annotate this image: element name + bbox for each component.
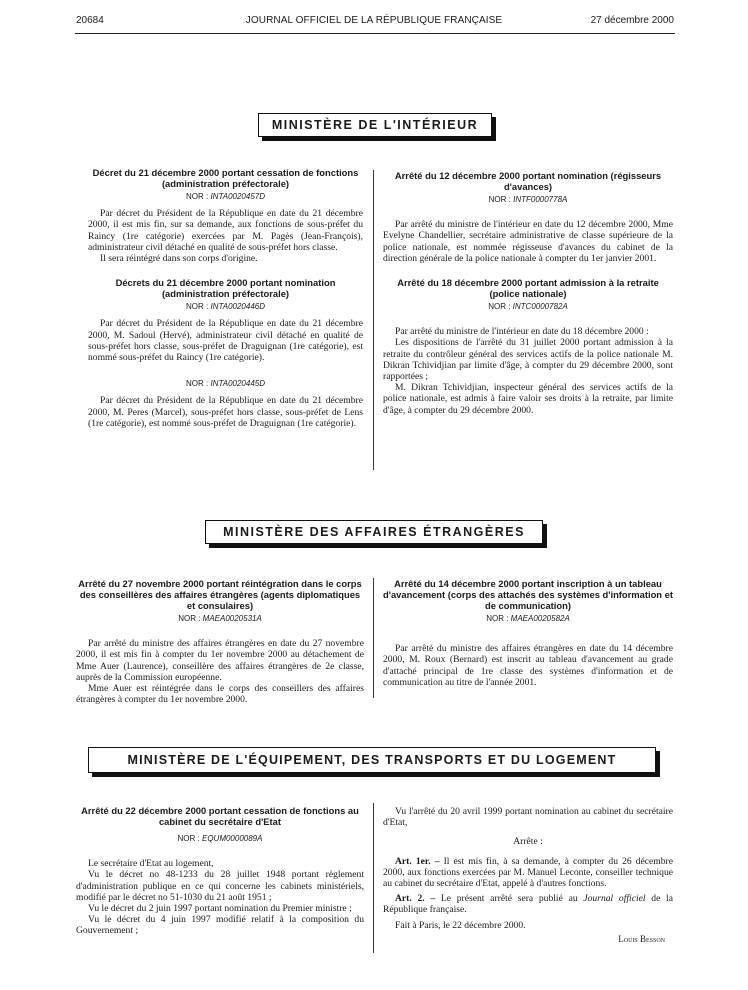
article-title: Arrêté du 22 décembre 2000 portant cessation de fonctions au cabinet du secrétaire d'Etat [81, 805, 359, 827]
nor-reference: NOR : INTF0000778A [488, 195, 568, 204]
nor-reference: NOR : INTC0000782A [488, 302, 568, 312]
journal-title: JOURNAL OFFICIEL DE LA RÉPUBLIQUE FRANÇAISE [245, 15, 503, 26]
nor-reference: NOR : MAEA0020531A [178, 614, 262, 623]
paragraph: Vu le décret no 48-1233 du 28 juillet 1948 portant règlement d'administration publique en ce qui concerne les cabinets ministériels, modifié par le décret no 51-1030 du 21 août 1951 ; [76, 869, 364, 903]
nor-reference: NOR : INTA0020445D [185, 379, 266, 389]
nor-reference: NOR : INTA0020446D [185, 302, 266, 312]
column-separator [373, 578, 374, 698]
article-title: Arrêté du 18 décembre 2000 portant admission à la retraite (police nationale) [397, 277, 659, 300]
article-title: Décrets du 21 décembre 2000 portant nomination (administration préfectorale) [115, 277, 336, 300]
paragraph: Fait à Paris, le 22 décembre 2000. [395, 919, 526, 931]
column-right-etrangeres [383, 578, 673, 688]
column-right-interieur [383, 170, 673, 416]
paragraph: Par arrêté du ministre de l'intérieur en date du 18 décembre 2000 : [395, 326, 649, 338]
column-separator [373, 170, 374, 470]
ministry-heading-etrangeres: MINISTÈRE DES AFFAIRES ÉTRANGÈRES [205, 520, 543, 544]
ministry-heading-equipement: MINISTÈRE DE L'ÉQUIPEMENT, DES TRANSPORTS ET DU LOGEMENT [88, 747, 656, 773]
paragraph: Par arrêté du ministre des affaires étrangères en date du 27 novembre 2000, il est mis fin à compter du 1er novembre 2000 au détachement de Mme Auer (Laurence), conseillère des affaires étrangères de 2e classe, auprès de la Commission européenne. [76, 638, 364, 683]
nor-reference: NOR : MAEA0020582A [486, 614, 570, 623]
paragraph: Par décret du Président de la République en date du 21 décembre 2000, M. Peres (Marcel), sous-préfet hors classe, sous-préfet de Lens (1re catégorie), est nommé sous-préfet de Draguignan (1re catégorie). [88, 395, 363, 429]
nor-reference: NOR : INTA0020457D [185, 192, 266, 201]
article-title: Arrêté du 14 décembre 2000 portant inscription à un tableau d'avancement (corps des attachés des systèmes d'information et de communication) [383, 578, 673, 611]
ministry-heading-interieur: MINISTÈRE DE L'INTÉRIEUR [258, 113, 492, 137]
nor-reference: NOR : EQUM0000089A [177, 834, 263, 843]
paragraph: Vu le décret du 2 juin 1997 portant nomination du Premier ministre ; [88, 903, 352, 915]
paragraph: Le secrétaire d'Etat au logement, [88, 858, 214, 870]
paragraph: Par arrêté du ministre des affaires étrangères en date du 14 décembre 2000, M. Roux (Bernard) est inscrit au tableau d'avancement au grade d'attaché principal de 1re classe des systèmes d'information et de communication au titre de l'année 2001. [383, 643, 673, 688]
article-title: Arrêté du 12 décembre 2000 portant nomination (régisseurs d'avances) [394, 170, 662, 192]
article-title: Décret du 21 décembre 2000 portant cessation de fonctions (administration préfectorale) [92, 167, 359, 189]
paragraph: Mme Auer est réintégrée dans le corps des conseillers des affaires étrangères à compter du 1er novembre 2000. [76, 683, 364, 706]
column-left-equipement [76, 805, 364, 937]
paragraph: M. Dikran Tchividjian, inspecteur général des services actifs de la police nationale, est admis à faire valoir ses droits à la retraite, par limite d'âge, à compter du 29 décembre 2000. [383, 382, 673, 416]
article-title: Arrêté du 27 novembre 2000 portant réintégration dans le corps des conseillères des affaires étrangères (agents diplomatiques et consulaires) [78, 578, 362, 611]
paragraph: Par décret du Président de la République en date du 21 décembre 2000, il est mis fin, sur sa demande, aux fonctions de sous-préfet du Raincy (1re catégorie) exercées par M. Pagès (Jean-François), administrateur civil détaché en qualité de sous-préfet hors classe. [88, 208, 363, 253]
article-2: Art. 2. – Le présent arrêté sera publié au Journal officiel de la République française. [383, 893, 673, 916]
header-rule [75, 33, 675, 34]
arrete-formula: Arrête : [513, 836, 543, 848]
article-1: Art. 1er. – Il est mis fin, à sa demande, à compter du 26 décembre 2000, aux fonctions exercées par M. Manuel Leconte, conseiller technique au cabinet du secrétaire d'Etat, appelé à d'autres fonctions. [383, 855, 673, 890]
column-left-interieur [88, 167, 363, 429]
paragraph: Vu l'arrêté du 20 avril 1999 portant nomination au cabinet du secrétaire d'Etat, [383, 806, 673, 829]
signature: Louis Besson [618, 933, 665, 944]
paragraph: Il sera réintégré dans son corps d'origine. [100, 253, 258, 265]
issue-date: 27 décembre 2000 [590, 15, 674, 26]
paragraph: Par décret du Président de la République en date du 21 décembre 2000, M. Sadoul (Hervé), administrateur civil détaché en qualité de sous-préfet hors classe, sous-préfet de Draguignan (1re catégorie), est nommé sous-préfet du Raincy (1re catégorie). [88, 318, 363, 364]
column-separator [373, 803, 374, 953]
running-header [0, 15, 748, 29]
page-number: 20684 [76, 15, 104, 26]
paragraph: Vu le décret du 4 juin 1997 modifié relatif à la composition du Gouvernement ; [76, 914, 364, 937]
paragraph: Par arrêté du ministre de l'intérieur en date du 12 décembre 2000, Mme Evelyne Chandellier, secrétaire administrative de classe supérieure de la police nationale, est nommée régisseuse d'avances du cabinet de la direction générale de la police nationale à compter du 1er janvier 2001. [383, 219, 673, 264]
column-left-etrangeres [76, 578, 364, 705]
paragraph: Les dispositions de l'arrêté du 31 juillet 2000 portant admission à la retraite du contrôleur général des services actifs de la police nationale M. Dikran Tchividjian par limite d'âge, à compter du 29 décembre 2000, sont rapportées ; [383, 337, 673, 383]
column-right-equipement [383, 806, 673, 945]
